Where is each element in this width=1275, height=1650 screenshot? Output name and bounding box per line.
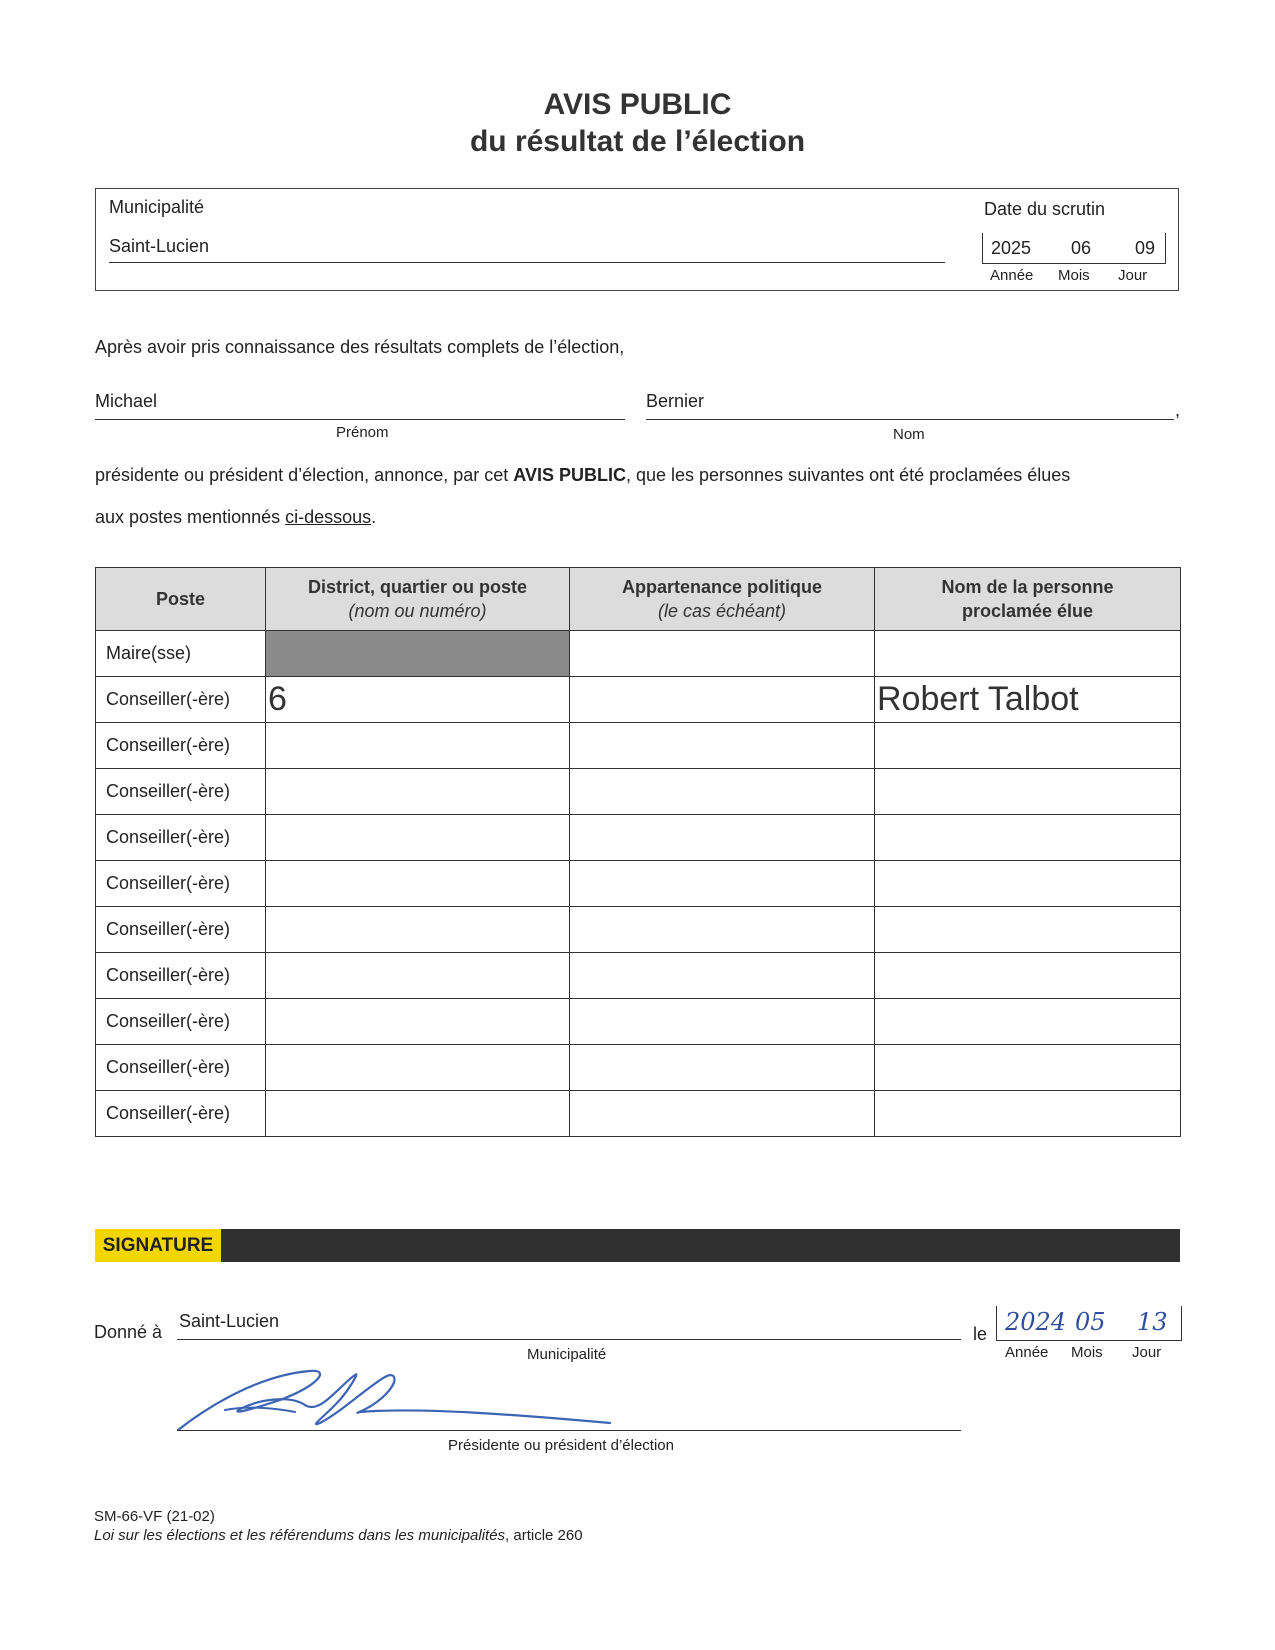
last-name-caption: Nom xyxy=(893,426,925,443)
header-district-sub: (nom ou numéro) xyxy=(348,601,487,621)
election-date-day: 09 xyxy=(1135,238,1156,258)
table-row xyxy=(96,631,1181,677)
header-party xyxy=(570,568,875,631)
cell-district xyxy=(266,631,570,677)
first-name-caption: Prénom xyxy=(336,424,389,441)
cell-party[interactable] xyxy=(570,769,875,815)
header-party-label: Appartenance politique xyxy=(621,577,823,597)
header-elected-label: Nom de la personne xyxy=(941,577,1114,597)
cell-elected-name[interactable] xyxy=(875,907,1181,953)
cell-elected-name[interactable] xyxy=(875,723,1181,769)
header-elected-sub: proclamée élue xyxy=(961,601,1094,621)
election-date-label: Date du scrutin xyxy=(984,199,1106,219)
body-text-3: aux postes mentionnés xyxy=(95,507,286,527)
body-bold-avis-public: AVIS PUBLIC xyxy=(513,465,626,485)
last-name-value: Bernier xyxy=(646,391,705,411)
table-row xyxy=(96,723,1181,769)
signature-date-field[interactable] xyxy=(996,1306,1182,1341)
cell-elected-name[interactable] xyxy=(875,953,1181,999)
election-date-month-caption: Mois xyxy=(1058,267,1090,284)
comma: , xyxy=(1175,400,1181,420)
cell-poste: Conseiller(-ère) xyxy=(96,723,266,769)
first-name-value: Michael xyxy=(95,391,158,411)
cell-party[interactable] xyxy=(570,723,875,769)
signature-date-month: 05 xyxy=(1075,1308,1106,1336)
law-article: , article 260 xyxy=(505,1527,583,1544)
cell-elected-name[interactable] xyxy=(875,769,1181,815)
cell-district[interactable] xyxy=(266,723,570,769)
cell-party[interactable] xyxy=(570,631,875,677)
cell-party[interactable] xyxy=(570,815,875,861)
election-date-day-caption: Jour xyxy=(1118,267,1148,284)
table-row xyxy=(96,861,1181,907)
cell-district[interactable] xyxy=(266,769,570,815)
law-reference xyxy=(94,1527,583,1544)
cell-poste: Conseiller(-ère) xyxy=(96,1045,266,1091)
municipality-value: Saint-Lucien xyxy=(109,236,210,256)
table-row xyxy=(96,999,1181,1045)
municipality-field[interactable] xyxy=(109,236,945,263)
cell-elected-name[interactable] xyxy=(875,1045,1181,1091)
cell-elected-name[interactable] xyxy=(875,815,1181,861)
le-label: le xyxy=(973,1324,988,1344)
table-row xyxy=(96,769,1181,815)
cell-poste: Conseiller(-ère) xyxy=(96,861,266,907)
cell-district[interactable] xyxy=(266,907,570,953)
intro-sentence: Après avoir pris connaissance des résultats complets de l’élection, xyxy=(95,337,625,357)
page-subtitle: du résultat de l’élection xyxy=(469,125,806,158)
table-row xyxy=(96,907,1181,953)
election-date-year: 2025 xyxy=(991,238,1032,258)
cell-elected-name[interactable] xyxy=(875,999,1181,1045)
body-text-1: présidente ou président d’élection, annonce, par cet xyxy=(95,465,514,485)
header-poste xyxy=(96,568,266,631)
cell-party[interactable] xyxy=(570,907,875,953)
signature-section-label: SIGNATURE xyxy=(95,1229,221,1262)
table-row xyxy=(96,815,1181,861)
signature-date-year: 2024 xyxy=(1005,1308,1067,1336)
cell-party[interactable] xyxy=(570,1045,875,1091)
intro-body-line1 xyxy=(95,465,1195,486)
cell-poste: Maire(sse) xyxy=(96,631,266,677)
cell-party[interactable] xyxy=(570,999,875,1045)
cell-party[interactable] xyxy=(570,861,875,907)
given-at-caption: Municipalité xyxy=(527,1346,607,1363)
signature-date-year-caption: Année xyxy=(1005,1344,1049,1361)
last-name-field[interactable] xyxy=(646,391,1174,420)
cell-elected-name[interactable] xyxy=(875,861,1181,907)
table-header-row xyxy=(96,568,1181,631)
signature-date-day: 13 xyxy=(1137,1308,1168,1336)
cell-party[interactable] xyxy=(570,953,875,999)
election-date-year-caption: Année xyxy=(990,267,1034,284)
header-party-sub: (le cas échéant) xyxy=(657,601,787,621)
header-district-label: District, quartier ou poste xyxy=(307,577,528,597)
signature-section-bar xyxy=(95,1229,1180,1262)
cell-poste: Conseiller(-ère) xyxy=(96,999,266,1045)
cell-elected-name[interactable] xyxy=(875,631,1181,677)
cell-elected-name[interactable] xyxy=(875,1091,1181,1137)
cell-party[interactable] xyxy=(570,1091,875,1137)
given-at-field[interactable] xyxy=(177,1311,961,1340)
handwritten-signature xyxy=(170,1365,630,1435)
cell-party[interactable] xyxy=(570,677,875,723)
intro-body-line2 xyxy=(95,507,376,528)
cell-district[interactable] xyxy=(266,999,570,1045)
cell-poste: Conseiller(-ère) xyxy=(96,1091,266,1137)
given-at-value: Saint-Lucien xyxy=(179,1311,280,1331)
table-row xyxy=(96,677,1181,723)
cell-district[interactable] xyxy=(266,861,570,907)
cell-poste: Conseiller(-ère) xyxy=(96,677,266,723)
table-row xyxy=(96,1091,1181,1137)
header-poste-label: Poste xyxy=(155,589,206,609)
header-elected-name xyxy=(875,568,1181,631)
given-at-label: Donné à xyxy=(94,1322,163,1342)
cell-district[interactable] xyxy=(266,815,570,861)
law-name: Loi sur les élections et les référendums dans les municipalités xyxy=(94,1527,506,1544)
signature-date-month-caption: Mois xyxy=(1071,1344,1103,1361)
cell-poste: Conseiller(-ère) xyxy=(96,815,266,861)
form-code: SM-66-VF (21-02) xyxy=(94,1508,215,1525)
signer-caption: Présidente ou président d’élection xyxy=(448,1437,674,1454)
cell-district[interactable] xyxy=(266,1091,570,1137)
cell-poste: Conseiller(-ère) xyxy=(96,769,266,815)
body-text-4: . xyxy=(371,507,377,527)
table-row xyxy=(96,953,1181,999)
cell-elected-name[interactable]: Robert Talbot xyxy=(875,677,1181,723)
table-row xyxy=(96,1045,1181,1091)
signature-date-day-caption: Jour xyxy=(1132,1344,1162,1361)
results-table xyxy=(95,567,1181,1137)
first-name-field[interactable] xyxy=(95,391,625,420)
body-text-2: , que les personnes suivantes ont été proclamées élues xyxy=(625,465,1071,485)
cell-district[interactable] xyxy=(266,1045,570,1091)
cell-poste: Conseiller(-ère) xyxy=(96,907,266,953)
page-title: AVIS PUBLIC xyxy=(543,88,732,121)
cell-poste: Conseiller(-ère) xyxy=(96,953,266,999)
signer-line[interactable] xyxy=(177,1430,961,1431)
ci-dessous-text: ci-dessous xyxy=(285,507,372,527)
cell-district[interactable]: 6 xyxy=(266,677,570,723)
election-date-field[interactable] xyxy=(982,233,1166,264)
municipality-label: Municipalité xyxy=(109,197,205,217)
cell-district[interactable] xyxy=(266,953,570,999)
election-date-month: 06 xyxy=(1071,238,1092,258)
header-district xyxy=(266,568,570,631)
